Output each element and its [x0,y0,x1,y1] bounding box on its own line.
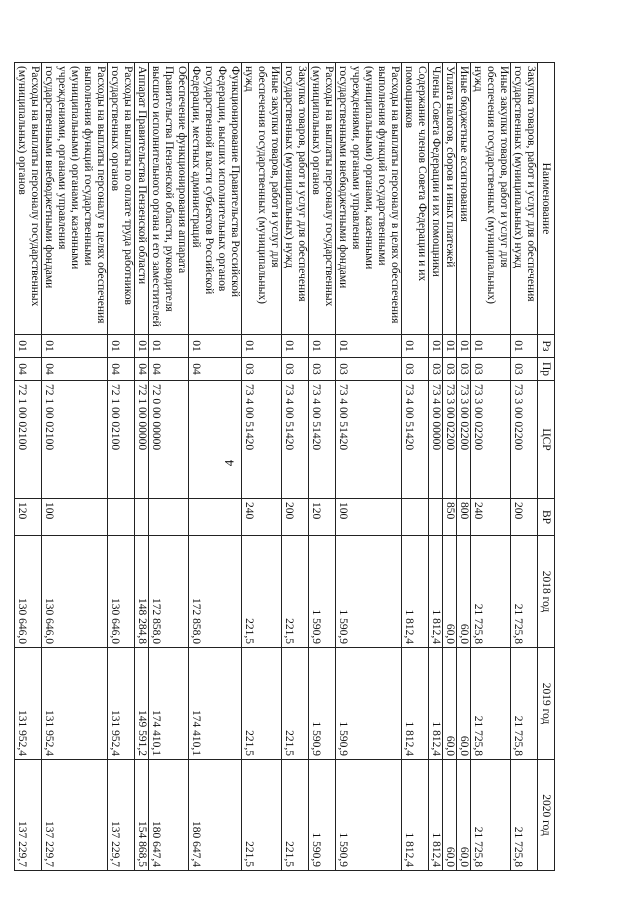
row-name: Аппарат Правительства Пензенской области [135,63,149,335]
row-2020: 1 812,4 [429,760,443,871]
row-vr [149,499,189,536]
row-pr: 04 [108,358,135,381]
header-name: Наименование [538,63,555,335]
row-vr [108,499,135,536]
row-pr: 03 [443,358,457,381]
table-row [511,63,538,871]
header-2019: 2019 год [538,648,555,760]
row-2018: 1 590,9 [309,536,336,648]
row-2019: 21 725,8 [471,648,511,760]
row-2019: 174 410,1 [189,648,242,760]
header-2018: 2018 год [538,536,555,648]
row-pr: 03 [336,358,402,381]
row-name: Иные закупки товаров, работ и услуг для обеспечения государственных (муниципальных) нужд [471,63,511,335]
row-rz: 01 [189,335,242,358]
row-pr: 03 [242,358,282,381]
row-2019: 221,5 [242,648,282,760]
table-row [15,63,42,871]
row-rz: 01 [402,335,429,358]
row-2018: 130 646,0 [108,536,135,648]
row-2019: 1 812,4 [402,648,429,760]
row-csr: 73 4 00 51420 [242,381,282,499]
row-csr: 72 1 00 02100 [15,381,42,499]
row-csr: 72 0 00 00000 [149,381,189,499]
row-csr: 73 3 00 02200 [471,381,511,499]
row-2019: 131 952,4 [108,648,135,760]
row-name: Содержание членов Совета Федерации и их помощников [402,63,429,335]
row-2018: 21 725,8 [471,536,511,648]
row-vr: 240 [242,499,282,536]
row-2019: 149 591,2 [135,648,149,760]
row-2020: 1 590,9 [309,760,336,871]
row-2018: 130 646,0 [42,536,108,648]
table-header-row [538,63,555,871]
row-2019: 174 410,1 [149,648,189,760]
row-name: Члены Совета Федерации и их помощники [429,63,443,335]
table-row [336,63,402,871]
row-name: Закупка товаров, работ и услуг для обеспечения государственных (муниципальных) нужд [282,63,309,335]
row-2020: 137 229,7 [108,760,135,871]
row-pr: 04 [189,358,242,381]
row-vr: 200 [282,499,309,536]
row-rz: 01 [149,335,189,358]
row-2020: 1 590,9 [336,760,402,871]
row-vr: 100 [42,499,108,536]
row-2019: 131 952,4 [42,648,108,760]
row-pr: 03 [402,358,429,381]
row-2018: 148 284,8 [135,536,149,648]
table-row [242,63,282,871]
row-csr: 72 1 00 00000 [135,381,149,499]
row-name: Иные бюджетные ассигнования [457,63,471,335]
row-pr: 04 [15,358,42,381]
row-rz: 01 [336,335,402,358]
table-row [443,63,457,871]
row-vr: 200 [511,499,538,536]
row-rz: 01 [511,335,538,358]
row-2019: 60,0 [457,648,471,760]
row-csr: 73 3 00 02200 [443,381,457,499]
row-2019: 1 812,4 [429,648,443,760]
row-vr: 120 [15,499,42,536]
table-row [471,63,511,871]
row-vr: 240 [471,499,511,536]
row-vr [429,499,443,536]
row-csr: 73 4 00 51420 [336,381,402,499]
row-2018: 1 812,4 [402,536,429,648]
row-pr: 03 [429,358,443,381]
row-vr [402,499,429,536]
row-rz: 01 [471,335,511,358]
row-2020: 21 725,8 [511,760,538,871]
row-rz: 01 [443,335,457,358]
row-2020: 180 647,4 [149,760,189,871]
row-name: Расходы на выплаты персоналу государственных (муниципальных) органов [15,63,42,335]
table-row [429,63,443,871]
row-2018: 172 858,0 [149,536,189,648]
row-pr: 03 [511,358,538,381]
row-csr: 73 4 00 00000 [429,381,443,499]
row-rz: 01 [282,335,309,358]
row-name: Уплата налогов, сборов и иных платежей [443,63,457,335]
row-csr: 73 4 00 51420 [282,381,309,499]
row-rz: 01 [42,335,108,358]
row-rz: 01 [242,335,282,358]
row-rz: 01 [457,335,471,358]
budget-table [14,62,555,871]
row-2019: 1 590,9 [309,648,336,760]
row-2018: 221,5 [242,536,282,648]
row-csr: 73 4 00 51420 [309,381,336,499]
row-2019: 1 590,9 [336,648,402,760]
row-2019: 21 725,8 [511,648,538,760]
table-row [402,63,429,871]
row-2018: 130 646,0 [15,536,42,648]
row-2020: 21 725,8 [471,760,511,871]
row-2020: 137 229,7 [15,760,42,871]
row-csr: 73 3 00 02200 [511,381,538,499]
row-2020: 60,0 [443,760,457,871]
row-2018: 221,5 [282,536,309,648]
row-rz: 01 [429,335,443,358]
row-name: Расходы на выплаты персоналу государственных (муниципальных) органов [309,63,336,335]
header-pr: Пр [538,358,555,381]
header-rz: Рз [538,335,555,358]
row-name: Иные закупки товаров, работ и услуг для обеспечения государственных (муниципальных) нужд [242,63,282,335]
row-csr: 73 4 00 51420 [402,381,429,499]
header-2020: 2020 год [538,760,555,871]
row-pr: 04 [42,358,108,381]
row-pr: 03 [282,358,309,381]
row-2019: 221,5 [282,648,309,760]
row-pr: 03 [457,358,471,381]
table-row [108,63,135,871]
row-csr [189,381,242,499]
row-name: Расходы на выплаты персоналу в целях обеспечения выполнения функций государственными (муниципальными) органами, казенными учреждениями, органами управления государственными внебюджетными фондами [336,63,402,335]
row-2018: 60,0 [443,536,457,648]
row-2020: 221,5 [242,760,282,871]
row-rz: 01 [309,335,336,358]
row-2019: 131 952,4 [15,648,42,760]
table-row [149,63,189,871]
row-vr [135,499,149,536]
page-number: 4 [221,459,237,467]
row-rz: 01 [15,335,42,358]
table-row [309,63,336,871]
row-2020: 137 229,7 [42,760,108,871]
row-pr: 04 [149,358,189,381]
row-name: Расходы на выплаты по оплате труда работников государственных органов [108,63,135,335]
row-2020: 221,5 [282,760,309,871]
row-csr: 73 3 00 02200 [457,381,471,499]
table-row [282,63,309,871]
row-vr: 100 [336,499,402,536]
row-2018: 21 725,8 [511,536,538,648]
table-row [42,63,108,871]
row-2020: 60,0 [457,760,471,871]
row-vr: 850 [443,499,457,536]
budget-table-container [16,62,555,870]
table-row [135,63,149,871]
row-2020: 180 647,4 [189,760,242,871]
table-row [189,63,242,871]
header-vr: ВР [538,499,555,536]
row-csr: 72 1 00 02100 [108,381,135,499]
row-rz: 01 [108,335,135,358]
row-2020: 154 868,5 [135,760,149,871]
row-2018: 60,0 [457,536,471,648]
table-row [457,63,471,871]
row-vr: 800 [457,499,471,536]
row-pr: 03 [309,358,336,381]
row-pr: 03 [471,358,511,381]
row-name: Закупка товаров, работ и услуг для обеспечения государственных (муниципальных) нужд [511,63,538,335]
header-csr: ЦСР [538,381,555,499]
row-2019: 60,0 [443,648,457,760]
row-2018: 1 812,4 [429,536,443,648]
row-name: Обеспечение функционирования аппарата Правительства Пензенской области, руководителя высшего исполнительного органа и его заместителей [149,63,189,335]
row-2018: 172 858,0 [189,536,242,648]
row-2020: 1 812,4 [402,760,429,871]
row-name: Расходы на выплаты персоналу в целях обеспечения выполнения функций государственными (муниципальными) органами, казенными учреждениями, органами управления государственными внебюджетными фондами [42,63,108,335]
row-csr: 72 1 00 02100 [42,381,108,499]
row-vr: 120 [309,499,336,536]
row-rz: 01 [135,335,149,358]
row-name: Функционирование Правительства Российской Федерации, высших исполнительных органов государственной власти субъектов Российской Федерации, местных администраций [189,63,242,335]
row-2018: 1 590,9 [336,536,402,648]
row-pr: 04 [135,358,149,381]
row-vr [189,499,242,536]
